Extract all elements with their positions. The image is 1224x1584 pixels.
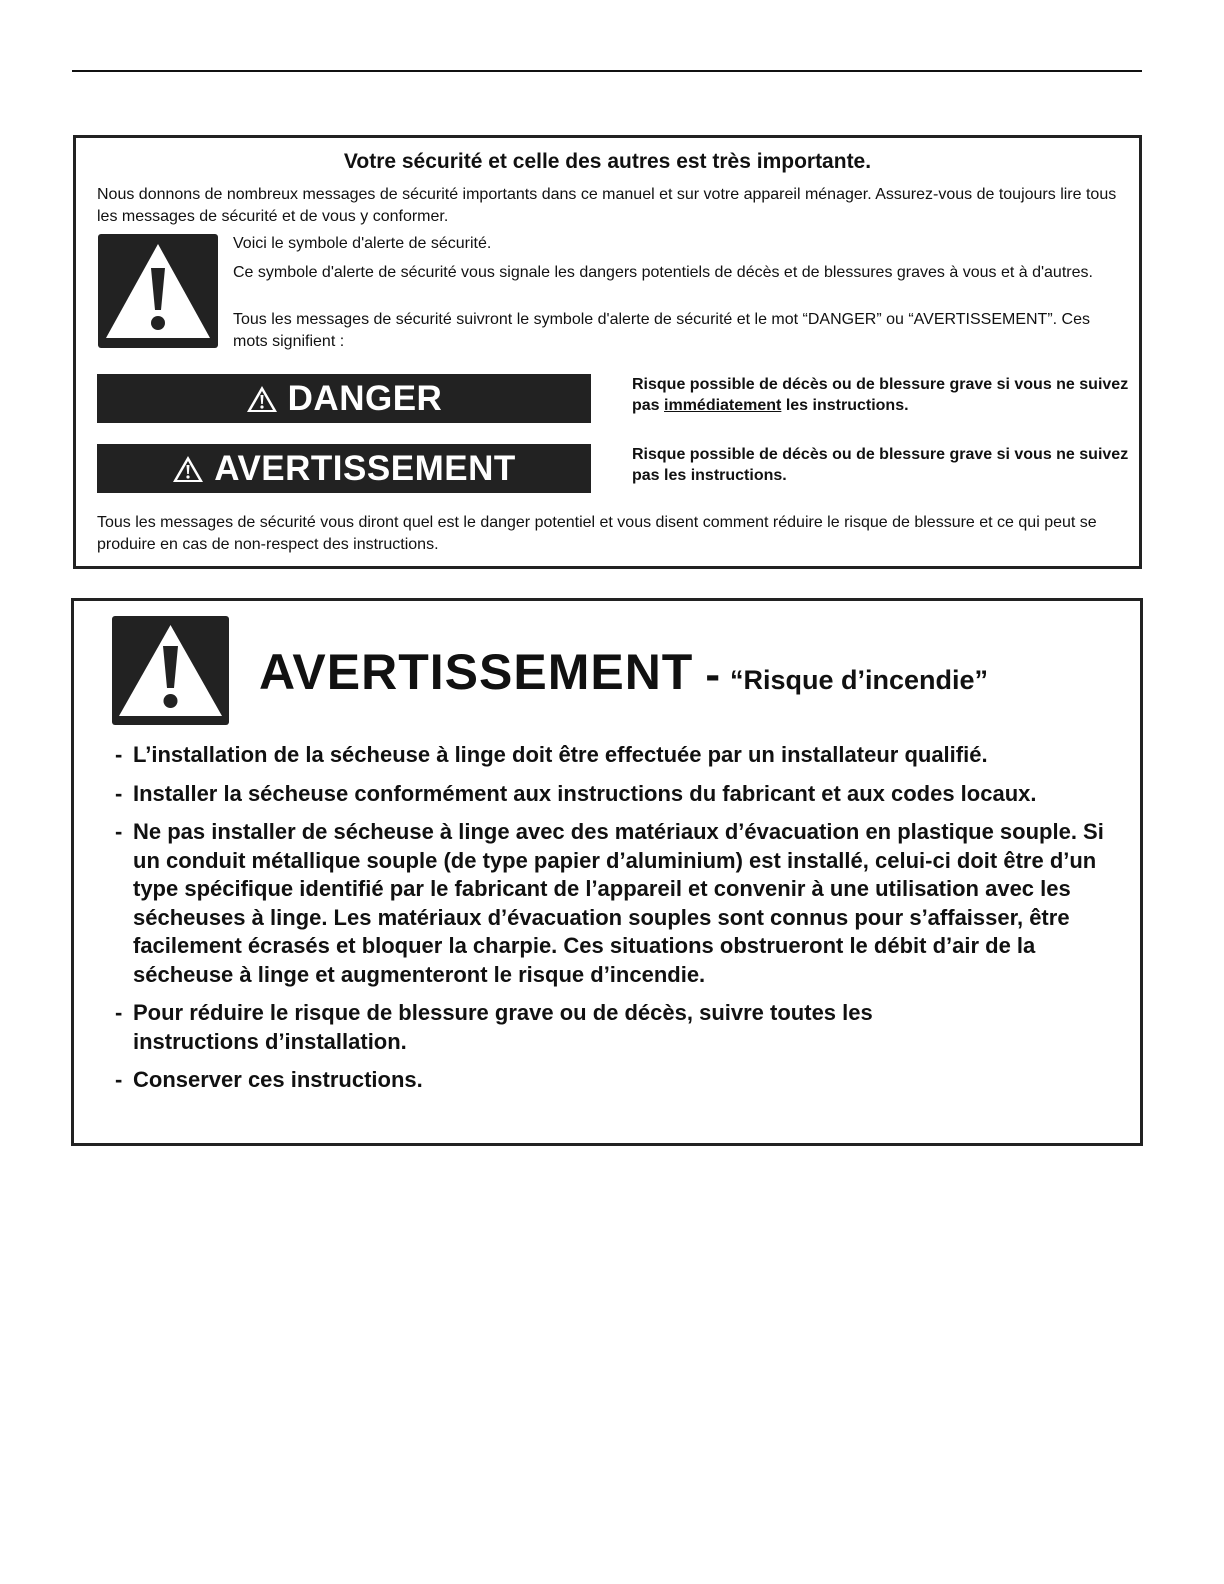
warning-heading-word: AVERTISSEMENT [259, 644, 694, 700]
safety-alert-triangle-icon [112, 616, 229, 725]
danger-description [632, 374, 1132, 416]
bullet-dash: - [115, 1000, 123, 1025]
list-item [115, 780, 1125, 809]
list-item-text: L’installation de la sécheuse à linge doit être effectuée par un installateur qualifié. [133, 742, 988, 767]
safety-info-box [73, 135, 1142, 569]
warning-triangle-icon [172, 455, 204, 483]
bullet-dash: - [115, 819, 123, 844]
list-item-text: Ne pas installer de sécheuse à linge avec des matériaux d’évacuation en plastique souple. Si un conduit métallique souple (de type papier d’aluminium) est installé, celui-ci doit être d’un type spécifique identifié par le fabricant de l’appareil et convenir à une utilisation avec les sécheuses à linge. Les matériaux d’évacuation souples sont connus pour s’affaisser, être facilement écrasés et bloquer la charpie. Ces situations obstrueront le débit d’air de la sécheuse à linge et augmenteront le risque d’incendie. [133, 819, 1104, 987]
list-item [115, 741, 1125, 770]
top-rule [72, 70, 1142, 72]
heading-dash: - [705, 650, 720, 699]
danger-label: DANGER [287, 378, 443, 418]
danger-desc-emphasis: immédiatement [664, 397, 782, 414]
warning-description: Risque possible de décès ou de blessure grave si vous ne suivez pas les instructions. [632, 446, 1129, 484]
list-item-text: Conserver ces instructions. [133, 1067, 423, 1092]
symbol-explanation-1: Voici le symbole d'alerte de sécurité. [233, 235, 492, 252]
warning-signal-bar [97, 444, 591, 493]
danger-desc-text: Risque possible de décès ou de blessure grave si vous ne suivez pas [632, 376, 1129, 414]
list-item [115, 1066, 1125, 1095]
fire-warning-heading [259, 643, 988, 701]
symbol-explanation-2: Ce symbole d'alerte de sécurité vous signale les dangers potentiels de décès et de blessures graves à vous et à d'autres. [233, 264, 1093, 281]
bullet-dash: - [115, 742, 123, 767]
safety-intro-text: Nous donnons de nombreux messages de sécurité importants dans ce manuel et sur votre appareil ménager. Assurez-vous de toujours lire tous les messages de sécurité et de vous y conformer. [97, 186, 1117, 225]
list-item-text: Pour réduire le risque de blessure grave ou de décès, suivre toutes les instructions d’installation. [133, 1000, 873, 1054]
safety-alert-triangle-icon [98, 234, 218, 348]
bullet-dash: - [115, 780, 123, 806]
symbol-explanation-3: Tous les messages de sécurité suivront le symbole d'alerte de sécurité et le mot “DANGER” ou “AVERTISSEMENT”. Ces mots signifient : [233, 311, 1090, 350]
warning-triangle-icon [246, 385, 278, 413]
bullet-dash: - [115, 1067, 123, 1092]
danger-signal-bar [97, 374, 591, 423]
fire-warning-box [71, 598, 1143, 1146]
warning-label: AVERTISSEMENT [214, 448, 516, 488]
list-item [115, 999, 913, 1056]
safety-box-title: Votre sécurité et celle des autres est très importante. [343, 150, 872, 173]
safety-outro-text: Tous les messages de sécurité vous diront quel est le danger potentiel et vous disent comment réduire le risque de blessure et ce qui peut se produire en cas de non-respect des instructions. [97, 514, 1097, 553]
list-item-text: Installer la sécheuse conformément aux instructions du fabricant et aux codes locaux. [133, 780, 1037, 806]
list-item [115, 818, 1125, 989]
warning-subheading: “Risque d’incendie” [730, 665, 989, 695]
danger-desc-end: les instructions. [781, 397, 909, 414]
fire-warning-list [115, 741, 1125, 1105]
